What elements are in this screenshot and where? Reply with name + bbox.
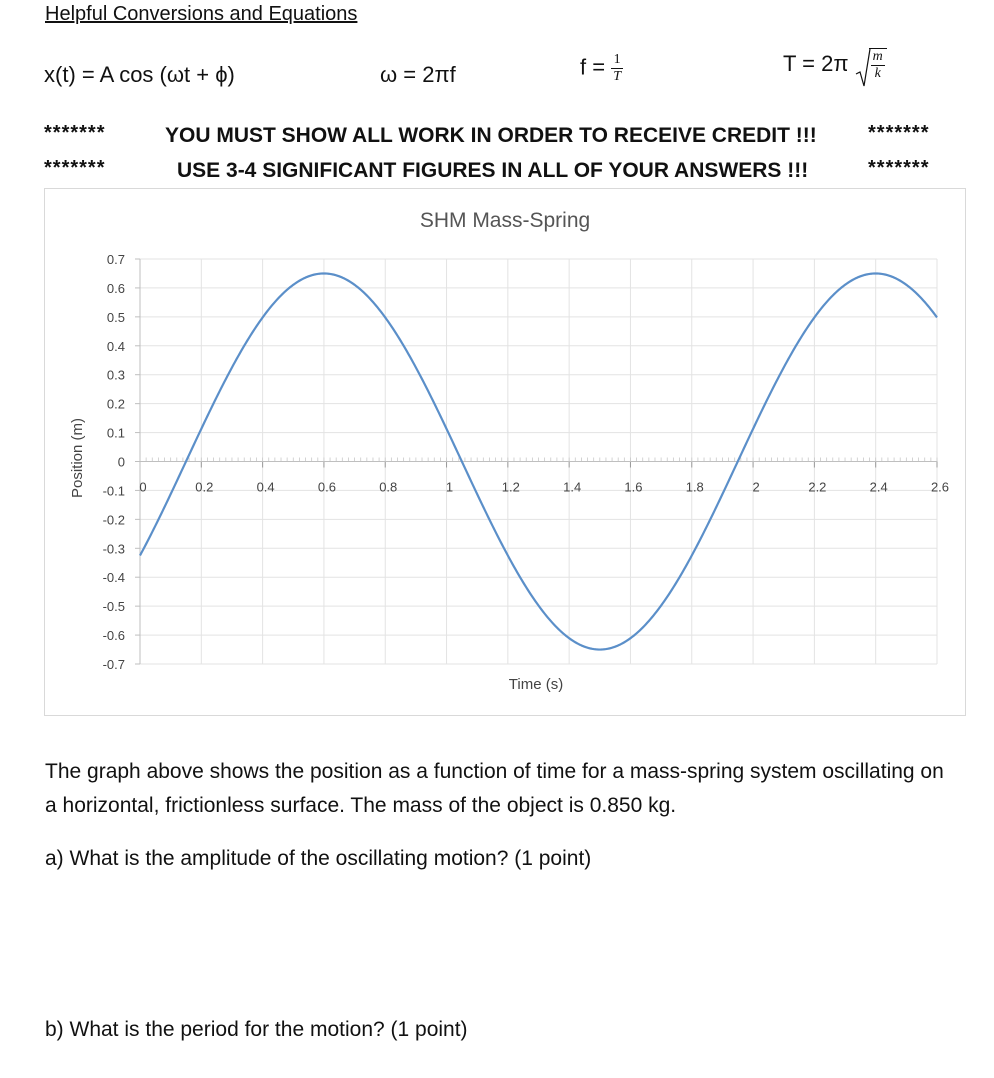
section-heading: Helpful Conversions and Equations bbox=[45, 3, 358, 25]
y-tick-label: 0.6 bbox=[106, 280, 125, 296]
y-tick-label: 0.3 bbox=[106, 367, 125, 383]
x-tick-label: 2.4 bbox=[869, 479, 888, 495]
period-prefix: T = 2π bbox=[783, 50, 849, 76]
x-tick-label: 2.2 bbox=[808, 479, 827, 495]
question-part-b: b) What is the period for the motion? (1 point) bbox=[45, 1018, 468, 1041]
x-tick-label: 1.6 bbox=[624, 479, 643, 495]
frequency-equation bbox=[580, 52, 623, 85]
y-tick-label: 0.5 bbox=[106, 309, 125, 325]
chart-container bbox=[44, 188, 966, 716]
omega-equation: ω = 2πf bbox=[380, 62, 456, 87]
frequency-prefix: f = bbox=[580, 54, 606, 80]
y-tick-label: -0.4 bbox=[102, 570, 125, 586]
stars-left-2: ******* bbox=[44, 157, 106, 179]
x-tick-label: 0.6 bbox=[317, 479, 336, 495]
y-tick-label: 0 bbox=[117, 454, 125, 470]
x-tick-label: 2 bbox=[752, 479, 760, 495]
y-tick-label: -0.5 bbox=[102, 599, 125, 615]
square-root bbox=[855, 48, 887, 82]
radical-sign-icon bbox=[855, 48, 871, 88]
x-tick-label: 1.8 bbox=[685, 479, 704, 495]
y-tick-label: -0.7 bbox=[102, 657, 125, 672]
notice-sig-figs: USE 3-4 SIGNIFICANT FIGURES IN ALL OF YOUR ANSWERS !!! bbox=[177, 159, 809, 182]
y-tick-label: 0.1 bbox=[106, 425, 125, 441]
x-tick-label: 0 bbox=[139, 479, 147, 495]
question-part-a: a) What is the amplitude of the oscillating motion? (1 point) bbox=[45, 847, 592, 870]
frequency-fraction bbox=[611, 52, 623, 85]
y-tick-label: -0.1 bbox=[102, 483, 125, 499]
x-tick-label: 0.4 bbox=[256, 479, 275, 495]
stars-right-2: ******* bbox=[868, 157, 930, 179]
period-numerator: m bbox=[872, 49, 883, 64]
stars-left-1: ******* bbox=[44, 122, 106, 144]
stars-right-1: ******* bbox=[868, 122, 930, 144]
chart-title: SHM Mass-Spring bbox=[419, 209, 591, 232]
x-tick-label: 0.2 bbox=[195, 479, 214, 495]
period-denominator: k bbox=[874, 66, 881, 81]
x-tick-label: 1.2 bbox=[501, 479, 520, 495]
y-tick-label: 0.2 bbox=[106, 396, 125, 412]
x-tick-label: 2.6 bbox=[930, 479, 950, 495]
x-axis-minor-ticks bbox=[140, 458, 937, 462]
position-equation: x(t) = A cos (ωt + ϕ) bbox=[44, 62, 235, 87]
x-tick-label: 1.4 bbox=[563, 479, 582, 495]
notice-show-work: YOU MUST SHOW ALL WORK IN ORDER TO RECEIVE CREDIT !!! bbox=[165, 124, 817, 147]
y-tick-label: -0.6 bbox=[102, 628, 125, 644]
frequency-denominator: T bbox=[613, 69, 621, 84]
y-axis-label: Position (m) bbox=[69, 417, 86, 499]
y-tick-label: 0.7 bbox=[106, 252, 125, 267]
x-axis-label: Time (s) bbox=[508, 676, 564, 693]
period-equation bbox=[783, 48, 887, 82]
period-fraction bbox=[871, 49, 885, 82]
y-tick-label: -0.2 bbox=[102, 512, 125, 528]
y-tick-label: -0.3 bbox=[102, 541, 125, 557]
question-intro: The graph above shows the position as a function of time for a mass-spring system oscillating on a horizontal, frictionless surface. The mass of the object is 0.850 kg. bbox=[45, 760, 944, 817]
shm-chart bbox=[45, 189, 965, 715]
x-tick-label: 0.8 bbox=[379, 479, 398, 495]
frequency-numerator: 1 bbox=[611, 52, 623, 69]
y-tick-label: 0.4 bbox=[106, 338, 125, 354]
x-tick-label: 1 bbox=[445, 479, 454, 495]
